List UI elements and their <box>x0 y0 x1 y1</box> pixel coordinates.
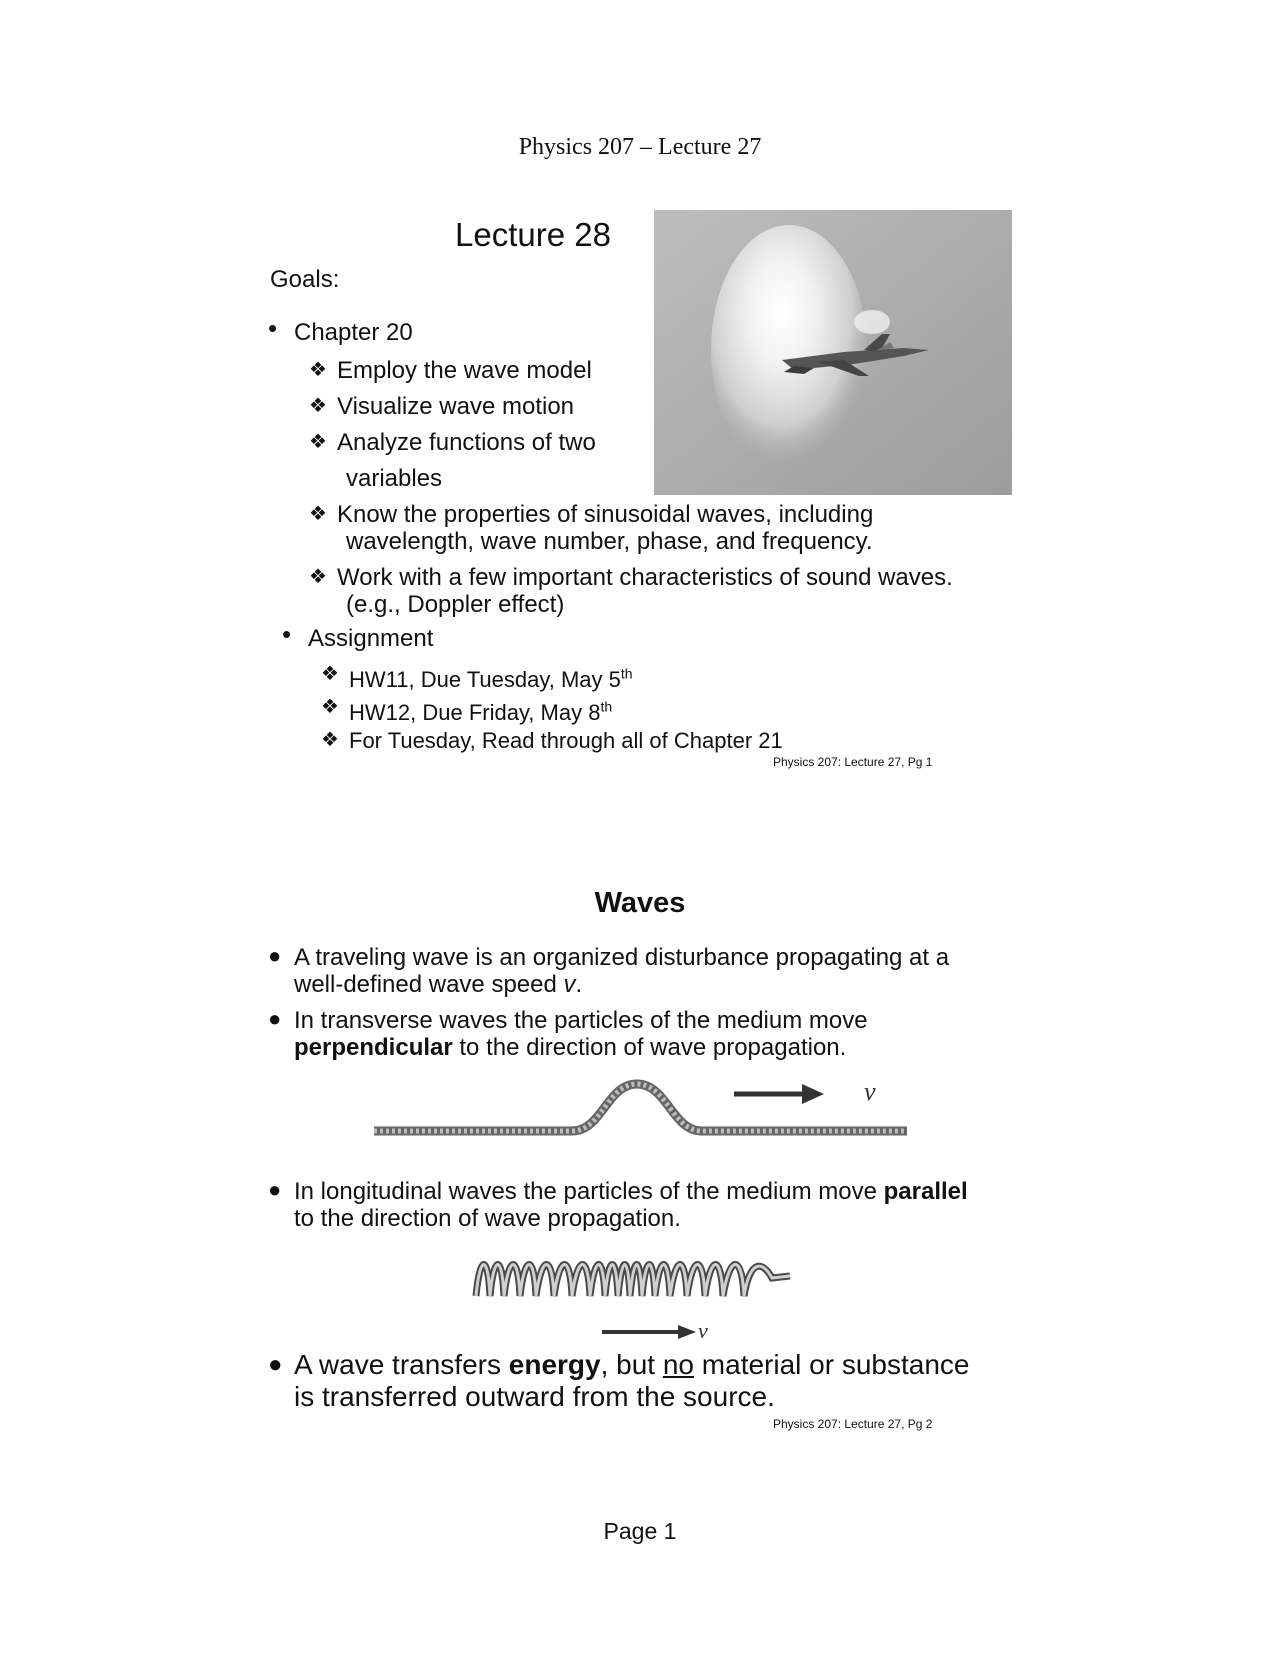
hw11-text: HW11, Due Tuesday, May 5 <box>349 667 621 693</box>
b4-pre: A wave transfers <box>294 1349 509 1380</box>
slide1-footer: Physics 207: Lecture 27, Pg 1 <box>773 755 933 769</box>
longitudinal-spring-diagram <box>472 1246 802 1312</box>
waves-bullet-2-line1: In transverse waves the particles of the medium move <box>294 1007 868 1034</box>
transverse-pulse-graphic <box>372 1074 912 1144</box>
bullet-assignment <box>282 619 982 652</box>
hw11-item <box>321 661 1021 693</box>
sub-bullet-4-text: Know the properties of sinusoidal waves, including <box>337 501 874 528</box>
transverse-wave-diagram <box>372 1074 912 1144</box>
spring-graphic <box>472 1246 802 1312</box>
diamond-bullet-icon: ❖ <box>321 696 339 718</box>
b4-bold-energy: energy <box>508 1349 601 1380</box>
b1-speed-v: v <box>563 971 576 998</box>
waves-bullet-3 <box>268 1178 1028 1232</box>
hw12-sup: th <box>600 699 613 715</box>
bullet-dot: ● <box>268 1006 282 1031</box>
slide2-footer: Physics 207: Lecture 27, Pg 2 <box>773 1417 933 1431</box>
sub-bullet-5-text: Work with a few important characteristics of sound waves. <box>337 564 953 591</box>
hw12-text: HW12, Due Friday, May 8 <box>349 700 601 726</box>
bullet-chapter <box>268 313 968 346</box>
transverse-velocity-label: v <box>864 1077 876 1106</box>
b3-line1-pre: In longitudinal waves the particles of the medium move <box>294 1178 884 1205</box>
velocity-arrow-graphic <box>600 1322 700 1342</box>
sub-bullet-1 <box>309 357 1009 384</box>
b4-mid: , but <box>600 1349 663 1380</box>
sub-bullet-5 <box>309 564 1029 591</box>
bullet-dot: • <box>282 619 292 649</box>
b4-underline-no: no <box>662 1349 695 1380</box>
bullet-dot: • <box>268 313 278 343</box>
b3-bold-parallel: parallel <box>883 1178 968 1205</box>
hw12-item <box>321 694 1021 726</box>
diamond-bullet-icon: ❖ <box>309 431 327 453</box>
sub-bullet-3-line2: variables <box>346 465 443 492</box>
waves-bullet-1-line1: A traveling wave is an organized disturbance propagating at a <box>294 944 950 971</box>
diamond-bullet-icon: ❖ <box>309 359 327 381</box>
slide1-title: Lecture 28 <box>455 216 611 253</box>
sub-bullet-5-line2: (e.g., Doppler effect) <box>346 591 565 618</box>
waves-bullet-4-line1 <box>294 1349 1054 1381</box>
waves-bullet-3-line1 <box>294 1178 1054 1205</box>
running-header: Physics 207 – Lecture 27 <box>518 134 762 160</box>
sub-bullet-3-text: Analyze functions of two <box>337 429 596 456</box>
sub-bullet-1-text: Employ the wave model <box>337 357 592 384</box>
sub-bullet-2 <box>309 393 1009 420</box>
waves-bullet-2 <box>268 1007 1008 1061</box>
sub-bullet-2-text: Visualize wave motion <box>337 393 575 420</box>
b2-line2-post: to the direction of wave propagation. <box>452 1034 847 1061</box>
waves-bullet-1 <box>268 944 1008 998</box>
b1-line2-post: . <box>575 971 583 998</box>
waves-bullet-4 <box>268 1349 1028 1413</box>
diamond-bullet-icon: ❖ <box>309 503 327 525</box>
goals-label: Goals: <box>270 266 340 293</box>
bullet-dot: ● <box>268 1177 282 1202</box>
waves-bullet-3-line2: to the direction of wave propagation. <box>294 1205 681 1232</box>
page-number: Page 1 <box>603 1518 677 1544</box>
diamond-bullet-icon: ❖ <box>309 566 327 588</box>
longitudinal-velocity-label: v <box>698 1318 708 1343</box>
diamond-bullet-icon: ❖ <box>321 729 339 751</box>
diamond-bullet-icon: ❖ <box>321 663 339 685</box>
diamond-bullet-icon: ❖ <box>309 395 327 417</box>
waves-bullet-4-line2: is transferred outward from the source. <box>294 1381 775 1412</box>
b2-bold-perpendicular: perpendicular <box>294 1034 453 1061</box>
reading-text: For Tuesday, Read through all of Chapter 21 <box>349 728 783 753</box>
waves-bullet-2-line2 <box>294 1034 1034 1061</box>
bullet-dot: ● <box>268 943 282 968</box>
bullet-dot: ● <box>268 1351 283 1378</box>
waves-bullet-1-line2 <box>294 971 1034 998</box>
reading-item <box>321 727 1041 754</box>
bullet-assignment-text: Assignment <box>308 625 434 652</box>
bullet-chapter-text: Chapter 20 <box>294 319 413 346</box>
sub-bullet-3 <box>309 429 1009 456</box>
slide2-title: Waves <box>594 887 686 919</box>
longitudinal-velocity-arrow <box>600 1322 700 1342</box>
hw11-sup: th <box>620 666 633 682</box>
b1-line2-pre: well-defined wave speed <box>294 971 564 998</box>
sub-bullet-4-line2: wavelength, wave number, phase, and frequency. <box>346 528 873 555</box>
sub-bullet-4 <box>309 501 1009 528</box>
b4-post: material or substance <box>694 1349 970 1380</box>
